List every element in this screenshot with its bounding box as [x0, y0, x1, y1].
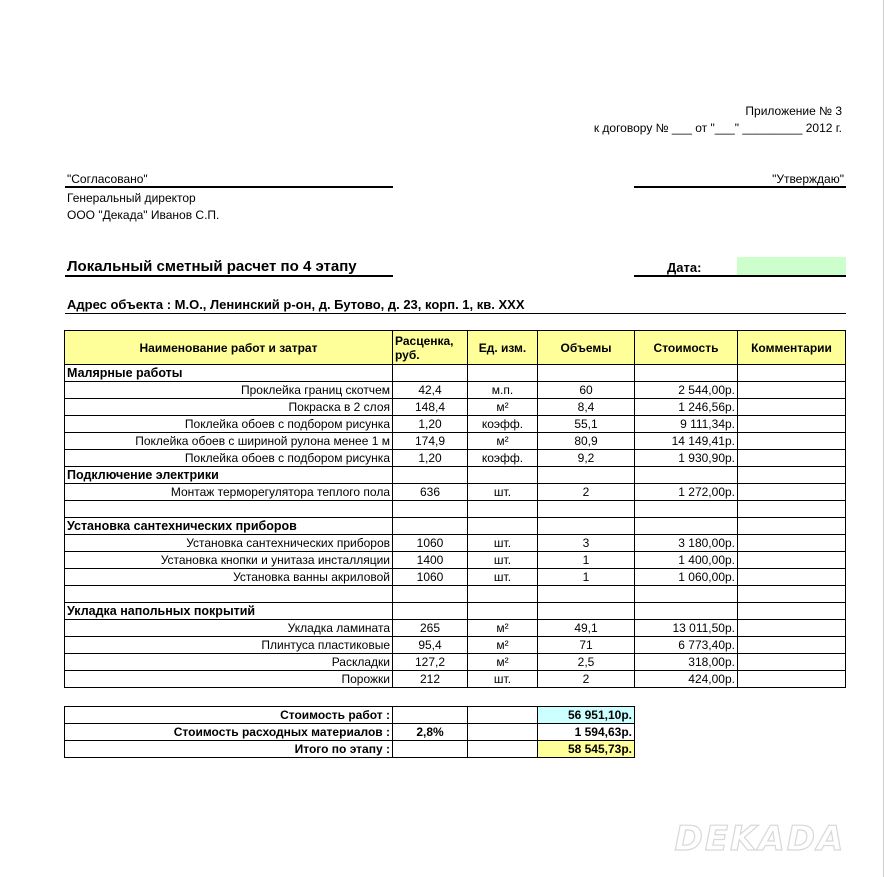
work-rate: 265: [393, 620, 468, 637]
work-cost: 1 060,00р.: [635, 569, 738, 586]
work-comment: [738, 535, 846, 552]
work-volume: 2,5: [538, 654, 635, 671]
title-underline: [65, 275, 393, 277]
work-rate: 174,9: [393, 433, 468, 450]
work-name: Установка ванны акриловой: [65, 569, 393, 586]
empty-cell: [468, 518, 538, 535]
header-comment: Комментарии: [738, 331, 846, 365]
empty-cell: [738, 518, 846, 535]
section-title: Подключение электрики: [65, 467, 393, 484]
work-comment: [738, 433, 846, 450]
work-comment: [738, 637, 846, 654]
section-row: [65, 365, 846, 382]
work-rate: 127,2: [393, 654, 468, 671]
table-row: [65, 569, 846, 586]
date-label: Дата:: [667, 260, 702, 275]
work-name: Установка кнопки и унитаза инсталляции: [65, 552, 393, 569]
work-comment: [738, 671, 846, 688]
work-unit: м²: [468, 637, 538, 654]
table-header-row: [65, 331, 846, 365]
address-underline: [65, 313, 846, 314]
header-rate: Расценка, руб.: [393, 331, 468, 365]
work-volume: 49,1: [538, 620, 635, 637]
work-cost: 1 400,00р.: [635, 552, 738, 569]
work-cost: 2 544,00р.: [635, 382, 738, 399]
section-row: [65, 467, 846, 484]
table-row: [65, 654, 846, 671]
empty-cell: [538, 365, 635, 382]
section-title: Укладка напольных покрытий: [65, 603, 393, 620]
work-volume: 3: [538, 535, 635, 552]
work-unit: м²: [468, 620, 538, 637]
empty-cell: [393, 741, 468, 758]
work-unit: шт.: [468, 535, 538, 552]
empty-cell: [393, 365, 468, 382]
logo-text: DEKADA: [674, 819, 846, 858]
empty-cell: [393, 518, 468, 535]
work-unit: шт.: [468, 569, 538, 586]
work-unit: м²: [468, 654, 538, 671]
materials-total-value: 1 594,63р.: [538, 724, 635, 741]
work-unit: коэфф.: [468, 416, 538, 433]
empty-cell: [468, 603, 538, 620]
work-rate: 1,20: [393, 450, 468, 467]
agreed-label: "Согласовано": [67, 172, 148, 186]
empty-cell: [635, 586, 738, 603]
empty-cell: [65, 501, 393, 518]
works-total-row: [65, 707, 635, 724]
table-row: [65, 535, 846, 552]
work-comment: [738, 654, 846, 671]
company-signatory: ООО "Декада" Иванов С.П.: [67, 208, 220, 222]
empty-cell: [468, 707, 538, 724]
work-rate: 1400: [393, 552, 468, 569]
table-row: [65, 620, 846, 637]
director-title: Генеральный директор: [67, 191, 196, 205]
work-rate: 1060: [393, 569, 468, 586]
work-comment: [738, 484, 846, 501]
approve-signature-line: [634, 186, 846, 188]
table-row: [65, 552, 846, 569]
work-cost: 14 149,41р.: [635, 433, 738, 450]
work-name: Укладка ламината: [65, 620, 393, 637]
table-row: [65, 399, 846, 416]
work-volume: 2: [538, 671, 635, 688]
work-unit: м²: [468, 399, 538, 416]
empty-cell: [738, 467, 846, 484]
work-cost: 1 272,00р.: [635, 484, 738, 501]
approve-label: "Утверждаю": [772, 172, 844, 186]
empty-cell: [538, 603, 635, 620]
section-row: [65, 603, 846, 620]
header-unit: Ед. изм.: [468, 331, 538, 365]
work-comment: [738, 399, 846, 416]
materials-total-row: [65, 724, 635, 741]
empty-cell: [538, 518, 635, 535]
dekada-logo: [660, 818, 860, 858]
empty-cell: [635, 603, 738, 620]
table-row: [65, 637, 846, 654]
work-unit: коэфф.: [468, 450, 538, 467]
work-cost: 424,00р.: [635, 671, 738, 688]
work-name: Порожки: [65, 671, 393, 688]
empty-cell: [738, 501, 846, 518]
empty-cell: [635, 365, 738, 382]
header-volume: Объемы: [538, 331, 635, 365]
work-unit: шт.: [468, 484, 538, 501]
work-name: Плинтуса пластиковые: [65, 637, 393, 654]
work-cost: 9 111,34р.: [635, 416, 738, 433]
work-volume: 9,2: [538, 450, 635, 467]
work-cost: 13 011,50р.: [635, 620, 738, 637]
table-row: [65, 382, 846, 399]
work-unit: шт.: [468, 552, 538, 569]
empty-cell: [738, 603, 846, 620]
table-row: [65, 433, 846, 450]
work-name: Установка сантехнических приборов: [65, 535, 393, 552]
estimate-table: [64, 330, 846, 688]
empty-cell: [738, 586, 846, 603]
work-rate: 636: [393, 484, 468, 501]
empty-cell: [538, 586, 635, 603]
work-rate: 95,4: [393, 637, 468, 654]
empty-cell: [393, 501, 468, 518]
empty-cell: [468, 724, 538, 741]
table-row: [65, 484, 846, 501]
work-unit: шт.: [468, 671, 538, 688]
empty-cell: [468, 467, 538, 484]
stage-total-value: 58 545,73р.: [538, 741, 635, 758]
stage-total-label: Итого по этапу :: [65, 741, 393, 758]
empty-cell: [538, 467, 635, 484]
table-row: [65, 450, 846, 467]
header-cost: Стоимость: [635, 331, 738, 365]
work-cost: 6 773,40р.: [635, 637, 738, 654]
empty-cell: [468, 501, 538, 518]
object-address: Адрес объекта : М.О., Ленинский р-он, д. Бутово, д. 23, корп. 1, кв. XXX: [67, 297, 525, 312]
work-comment: [738, 620, 846, 637]
work-comment: [738, 416, 846, 433]
work-volume: 60: [538, 382, 635, 399]
empty-cell: [635, 467, 738, 484]
section-row: [65, 518, 846, 535]
materials-percent: 2,8%: [393, 724, 468, 741]
work-name: Раскладки: [65, 654, 393, 671]
work-name: Поклейка обоев с подбором рисунка: [65, 450, 393, 467]
empty-cell: [635, 501, 738, 518]
empty-cell: [393, 467, 468, 484]
empty-cell: [468, 741, 538, 758]
work-rate: 148,4: [393, 399, 468, 416]
empty-cell: [635, 518, 738, 535]
appendix-label: Приложение № 3: [745, 104, 842, 118]
work-cost: 3 180,00р.: [635, 535, 738, 552]
work-name: Поклейка обоев с шириной рулона менее 1 м: [65, 433, 393, 450]
table-row: [65, 416, 846, 433]
table-row: [65, 671, 846, 688]
work-volume: 71: [538, 637, 635, 654]
section-title: Малярные работы: [65, 365, 393, 382]
work-comment: [738, 382, 846, 399]
empty-row: [65, 501, 846, 518]
work-volume: 2: [538, 484, 635, 501]
work-cost: 1 930,90р.: [635, 450, 738, 467]
work-volume: 55,1: [538, 416, 635, 433]
empty-cell: [738, 365, 846, 382]
section-title: Установка сантехнических приборов: [65, 518, 393, 535]
estimate-table-body: [65, 331, 846, 688]
work-volume: 1: [538, 569, 635, 586]
work-comment: [738, 552, 846, 569]
agreed-signature-line: [65, 186, 393, 188]
work-name: Монтаж терморегулятора теплого пола: [65, 484, 393, 501]
works-total-label: Стоимость работ :: [65, 707, 393, 724]
work-volume: 8,4: [538, 399, 635, 416]
empty-cell: [393, 586, 468, 603]
work-name: Поклейка обоев с подбором рисунка: [65, 416, 393, 433]
date-underline: [634, 275, 846, 277]
work-name: Проклейка границ скотчем: [65, 382, 393, 399]
stage-total-row: [65, 741, 635, 758]
work-name: Покраска в 2 слоя: [65, 399, 393, 416]
header-name: Наименование работ и затрат: [65, 331, 393, 365]
totals-table: [64, 706, 635, 758]
date-input-cell[interactable]: [737, 257, 846, 275]
work-rate: 1060: [393, 535, 468, 552]
materials-total-label: Стоимость расходных материалов :: [65, 724, 393, 741]
empty-cell: [468, 586, 538, 603]
empty-cell: [468, 365, 538, 382]
work-comment: [738, 450, 846, 467]
document-title: Локальный сметный расчет по 4 этапу: [67, 258, 357, 275]
work-volume: 1: [538, 552, 635, 569]
work-cost: 1 246,56р.: [635, 399, 738, 416]
empty-cell: [393, 603, 468, 620]
work-comment: [738, 569, 846, 586]
work-unit: м²: [468, 433, 538, 450]
work-unit: м.п.: [468, 382, 538, 399]
work-rate: 212: [393, 671, 468, 688]
empty-cell: [538, 501, 635, 518]
work-rate: 42,4: [393, 382, 468, 399]
work-volume: 80,9: [538, 433, 635, 450]
contract-reference: к договору № ___ от "___" _________ 2012 г.: [593, 121, 842, 135]
empty-row: [65, 586, 846, 603]
work-cost: 318,00р.: [635, 654, 738, 671]
works-total-value: 56 951,10р.: [538, 707, 635, 724]
empty-cell: [393, 707, 468, 724]
work-rate: 1,20: [393, 416, 468, 433]
empty-cell: [65, 586, 393, 603]
